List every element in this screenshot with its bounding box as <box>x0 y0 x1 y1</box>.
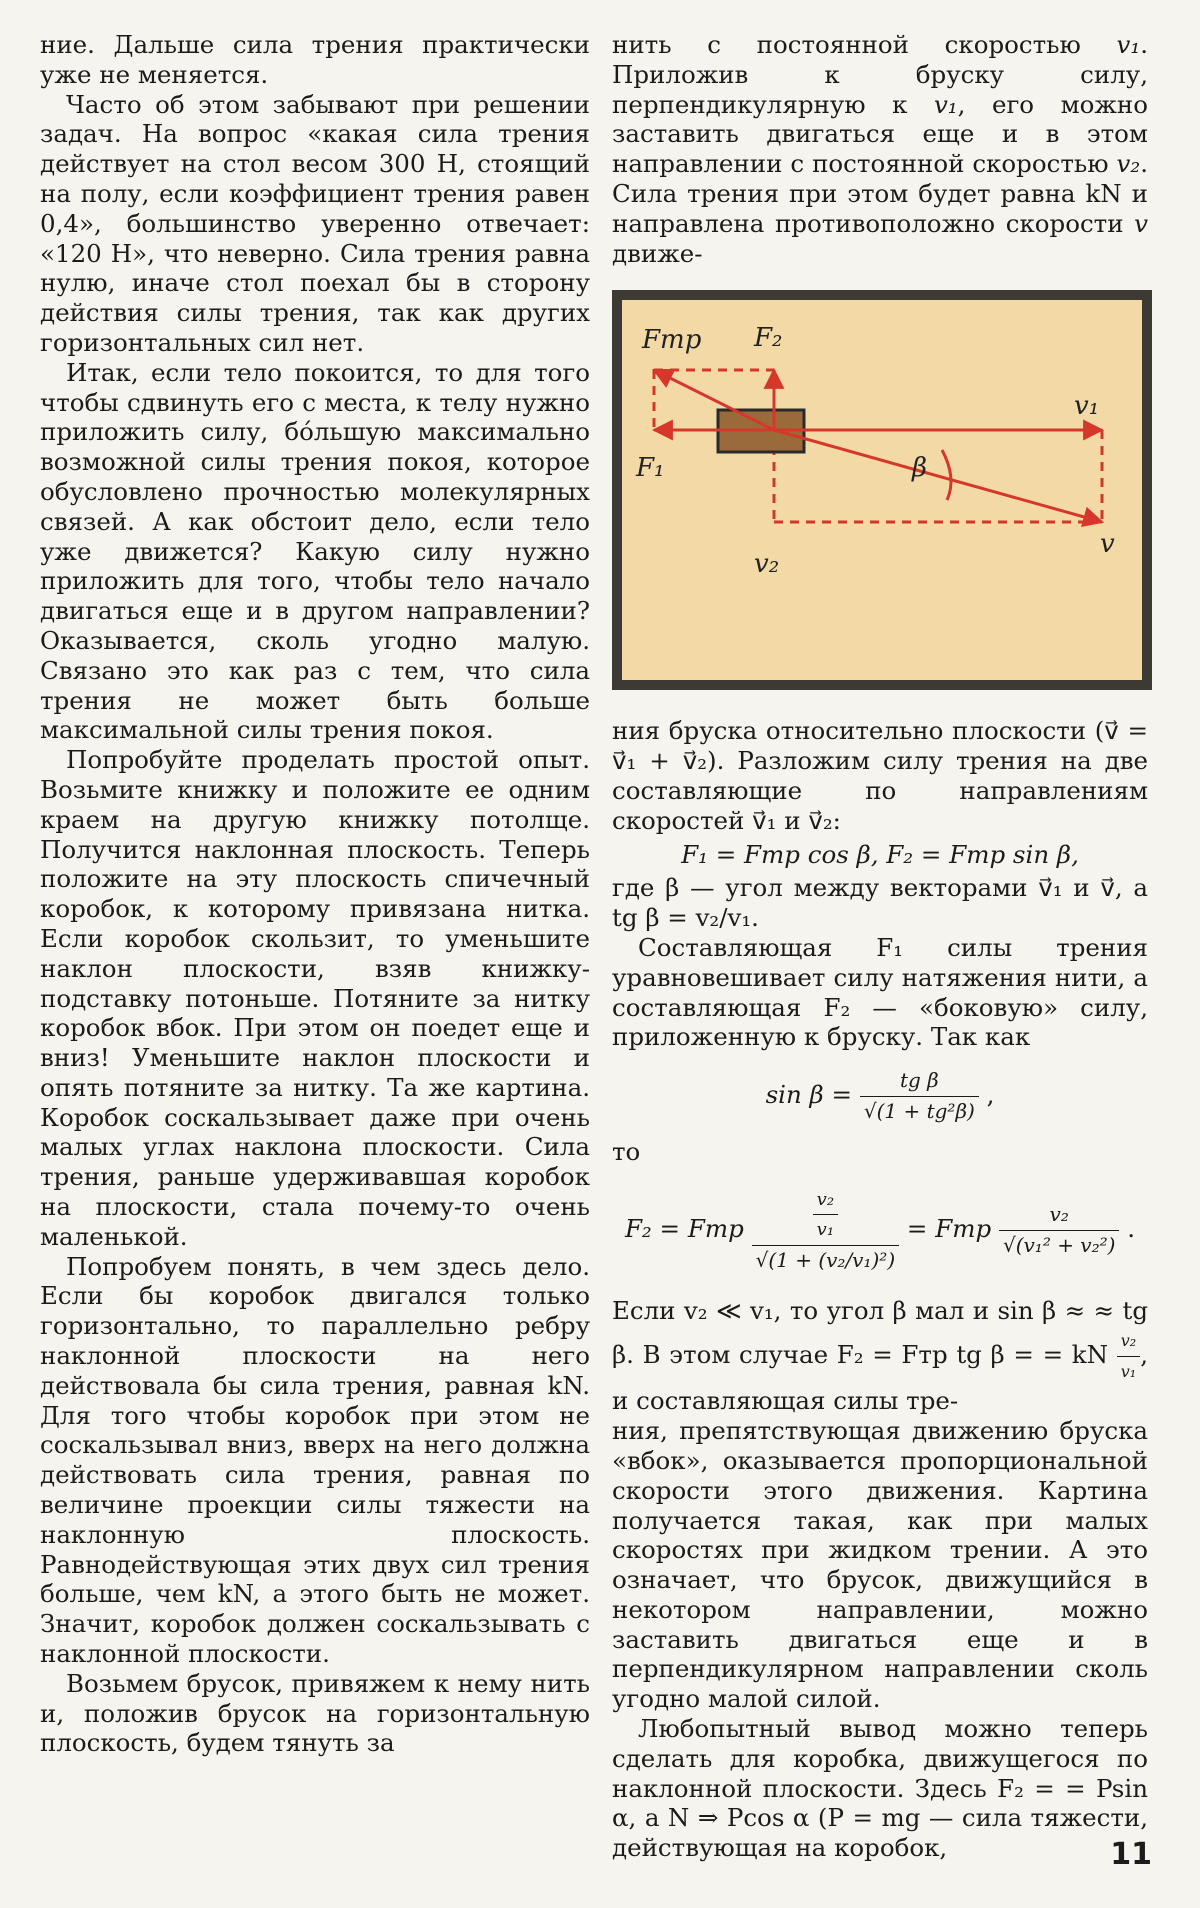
paragraph <box>612 30 1148 268</box>
label-ftr: Fтр <box>642 325 702 356</box>
fraction-denominator: √(v₁² + v₂²) <box>1002 1232 1116 1257</box>
text-run: , и составляющая силы тре- <box>612 1339 1149 1416</box>
fraction-numerator <box>752 1185 900 1247</box>
fraction-numerator: v₂ <box>1117 1326 1140 1357</box>
text-run: нить с постоянной скоростью <box>612 30 1117 59</box>
paragraph: ние. Дальше сила трения практически уже не меняется. <box>40 30 590 89</box>
left-column <box>40 30 590 1758</box>
eq-lhs: F₂ = Fтр <box>624 1213 744 1243</box>
fraction-denominator: v₁ <box>1120 1361 1137 1381</box>
right-column <box>612 30 1148 1863</box>
fraction-numerator: tg β <box>860 1066 979 1097</box>
label-v1: v₁ <box>1074 391 1100 422</box>
eq-mid: = Fтр <box>906 1213 992 1243</box>
inner-fraction <box>813 1185 838 1246</box>
paragraph: Попробуем понять, в чем здесь дело. Если бы коробок двигался только горизонтально, то параллельно ребру наклонной плоскости на него действовала бы сила трения, равная kN. Для того чтобы коробок при этом не соскальзывал вниз, вверх на него должна действовать сила трения, равная по величине проекции силы тяжести на наклонную плоскость. Равнодействующая этих двух сил трения больше, чем kN, а этого быть не может. Значит, коробок должен соскальзывать с наклонной плоскости. <box>40 1251 590 1669</box>
paragraph: где β — угол между векторами v⃗₁ и v⃗, а tg β = v₂/v₁. <box>612 873 1148 933</box>
text-run: . Приложив к бруску силу, перпендикулярную к <box>612 30 1148 119</box>
fraction-numerator: v₂ <box>999 1200 1120 1231</box>
fraction <box>999 1200 1120 1261</box>
paragraph: ния бруска относительно плоскости (v⃗ = v⃗₁ + v⃗₂). Разложим силу трения на две составляющие по направлениям скоростей v⃗₁ и v⃗₂: <box>612 716 1148 835</box>
eq-tail: , <box>986 1079 995 1109</box>
figure-background <box>622 300 1142 680</box>
math-v1: v₁ <box>1116 30 1141 59</box>
figure-svg <box>612 290 1152 690</box>
fraction <box>860 1066 979 1127</box>
equation-sin-beta <box>612 1066 1148 1127</box>
label-f2: F₂ <box>754 323 783 354</box>
math-v: v <box>1134 208 1148 238</box>
label-f1: F₁ <box>636 453 665 484</box>
fraction-denominator: √(1 + (v₂/v₁)²) <box>755 1248 896 1273</box>
equation-components: F₁ = Fтр cos β, F₂ = Fтр sin β, <box>681 839 1079 869</box>
fraction <box>752 1185 900 1276</box>
fraction-denominator: √(1 + tg²β) <box>863 1098 975 1123</box>
inline-fraction <box>1117 1326 1140 1387</box>
text-run: , его можно заставить двигаться еще и в этом направлении с постоянной скоростью <box>612 89 1148 179</box>
paragraph: Итак, если тело покоится, то для того чтобы сдвинуть его с места, к телу нужно приложить силу, бо́льшую максимально возможной силы трения покоя, которое обусловлено прочностью молекулярных связей. А как обстоит дело, если тело уже движется? Какую силу нужно приложить для того, чтобы тело начало двигаться еще и в другом направлении? Оказывается, сколь угодно малую. Связано это как раз с тем, что сила трения не может быть больше максимальной силы трения покоя. <box>40 357 590 745</box>
label-beta: β <box>912 453 928 484</box>
text-run: Если v₂ ≪ v₁, то угол β мал и sin β ≈ ≈ tg β. В этом случае F₂ = Fтр tg β = = kN <box>612 1295 1148 1369</box>
text-run: . Сила трения при этом будет равна kN и направлена противоположно скорости <box>612 149 1148 238</box>
label-v: v <box>1100 529 1115 560</box>
inner-numerator: v₂ <box>813 1185 838 1216</box>
label-v2: v₂ <box>754 549 780 580</box>
paragraph: ния, препятствующая движению бруска «вбок», оказывается пропорциональной скорости этого движения. Картина получается такая, как при малых скоростях при жидком трении. А это означает, что брусок, движущийся в некотором направлении, можно заставить двигаться еще и в перпендикулярном направлении сколь угодно малой силой. <box>612 1416 1148 1714</box>
paragraph: Составляющая F₁ силы трения уравновешивает силу натяжения нити, а составляющая F₂ — «боковую» силу, приложенную к бруску. Так как <box>612 932 1148 1052</box>
equation-f2 <box>612 1185 1148 1276</box>
word-to: то <box>612 1136 641 1166</box>
paragraph: Часто об этом забывают при решении задач. На вопрос «какая сила трения действует на стол весом 300 Н, стоящий на полу, если коэффициент трения равен 0,4», большинство уверенно отвечает: «120 Н», что неверно. Сила трения равна нулю, иначе стол поехал бы в сторону действия силы трения, так как других горизонтальных сил нет. <box>40 89 590 357</box>
paragraph <box>612 1296 1148 1416</box>
math-v2: v₂ <box>1116 149 1141 179</box>
page-number: 11 <box>1110 1837 1152 1872</box>
eq-tail: . <box>1127 1213 1136 1243</box>
figure-velocity-diagram <box>612 290 1152 690</box>
math-v1: v₁ <box>933 89 958 119</box>
paragraph: Возьмем брусок, привяжем к нему нить и, положив брусок на горизонтальную плоскость, будем тянуть за <box>40 1668 590 1758</box>
inner-denominator: v₁ <box>816 1219 835 1241</box>
paragraph: Любопытный вывод можно теперь сделать для коробка, движущегося по наклонной плоскости. Здесь F₂ = = Psin α, а N ⇒ Pcos α (P = mg — сила тяжести, действующая на коробок, <box>612 1714 1148 1863</box>
eq-lhs: sin β = <box>765 1079 853 1109</box>
text-run: движе- <box>612 238 703 268</box>
paragraph: Попробуйте проделать простой опыт. Возьмите книжку и положите ее одним краем на другую книжку потолще. Получится наклонная плоскость. Теперь положите на эту плоскость спичечный коробок, к которому привязана нитка. Если коробок скользит, то уменьшите наклон плоскости, взяв книжку-подставку потоньше. Потяните за нитку коробок вбок. При этом он поедет еще и вниз! Уменьшите наклон плоскости и опять потяните за нитку. Та же картина. Коробок соскальзывает даже при очень малых углах наклона плоскости. Сила трения, раньше удерживавшая коробок на плоскости, стала почему-то очень маленькой. <box>40 745 590 1251</box>
